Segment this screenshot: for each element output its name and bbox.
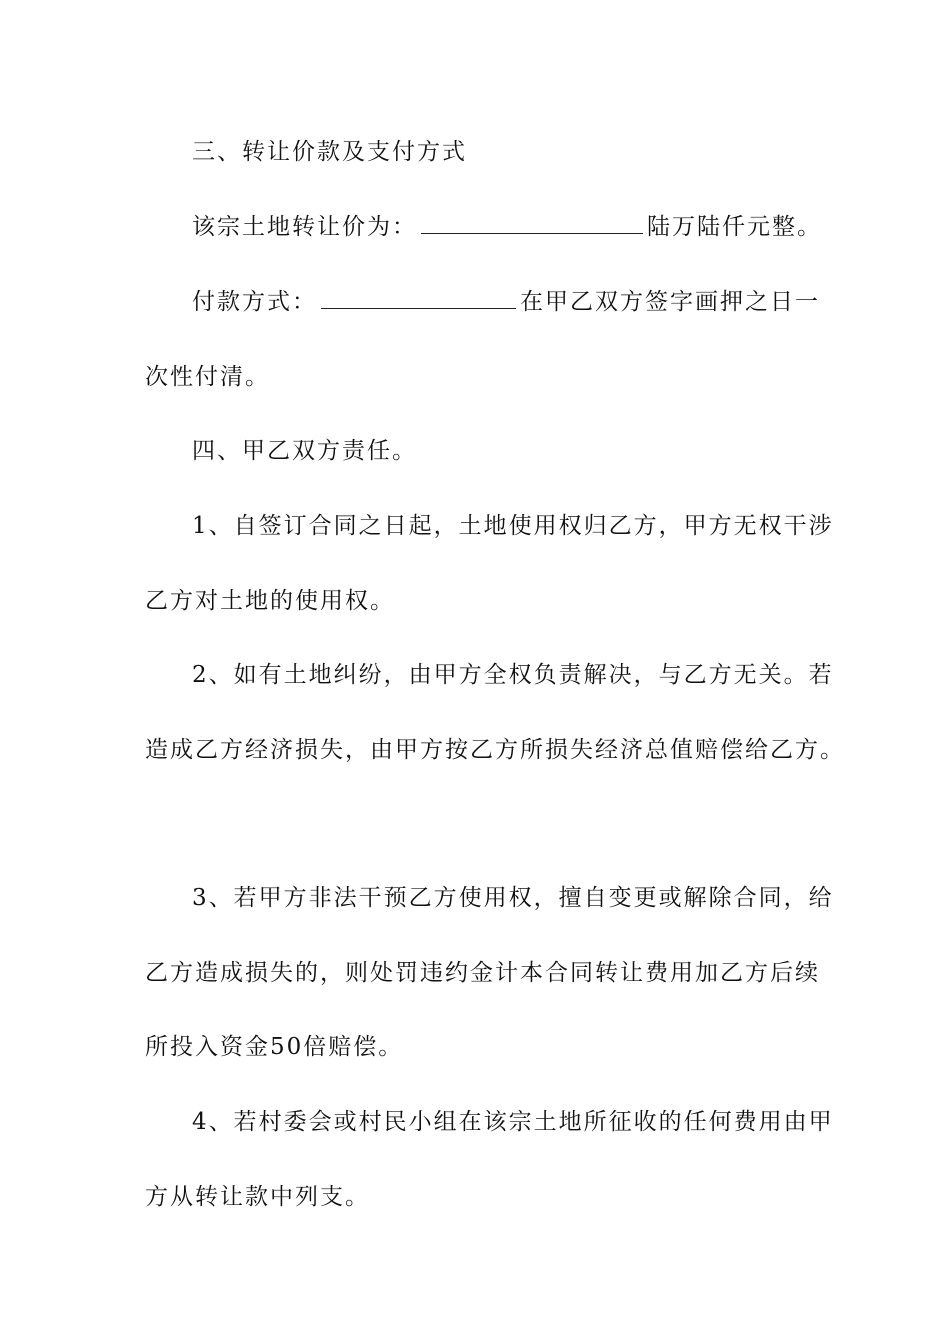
payment-continuation: 次性付清。 xyxy=(145,364,270,390)
item-1-line-2: 乙方对土地的使用权。 xyxy=(145,588,395,614)
section-3-heading: 三、转让价款及支付方式 xyxy=(192,139,467,165)
payment-line xyxy=(192,286,820,317)
item-3-line-3: 所投入资金50倍赔偿。 xyxy=(145,1034,404,1060)
price-label: 该宗土地转让价为： xyxy=(192,214,417,240)
item-4-line-2: 方从转让款中列支。 xyxy=(145,1184,370,1210)
item-4-line-1: 4、若村委会或村民小组在该宗土地所征收的任何费用由甲 xyxy=(192,1109,834,1135)
section-4-heading: 四、甲乙双方责任。 xyxy=(192,438,417,464)
payment-text: 在甲乙双方签字画押之日一 xyxy=(520,289,820,315)
price-amount: 陆万陆仟元整。 xyxy=(647,214,822,240)
price-line xyxy=(192,211,822,242)
item-1-line-1: 1、自签订合同之日起，土地使用权归乙方，甲方无权干涉 xyxy=(192,513,834,539)
item-2-line-1: 2、如有土地纠纷，由甲方全权负责解决，与乙方无关。若 xyxy=(192,662,834,688)
item-2-line-2: 造成乙方经济损失，由甲方按乙方所损失经济总值赔偿给乙方。 xyxy=(145,737,845,763)
payment-label: 付款方式： xyxy=(192,289,317,315)
item-3-line-1: 3、若甲方非法干预乙方使用权，擅自变更或解除合同，给 xyxy=(192,885,834,911)
item-3-line-2: 乙方造成损失的，则处罚违约金计本合同转让费用加乙方后续 xyxy=(145,960,820,986)
price-blank xyxy=(421,211,643,234)
payment-blank xyxy=(321,286,516,309)
